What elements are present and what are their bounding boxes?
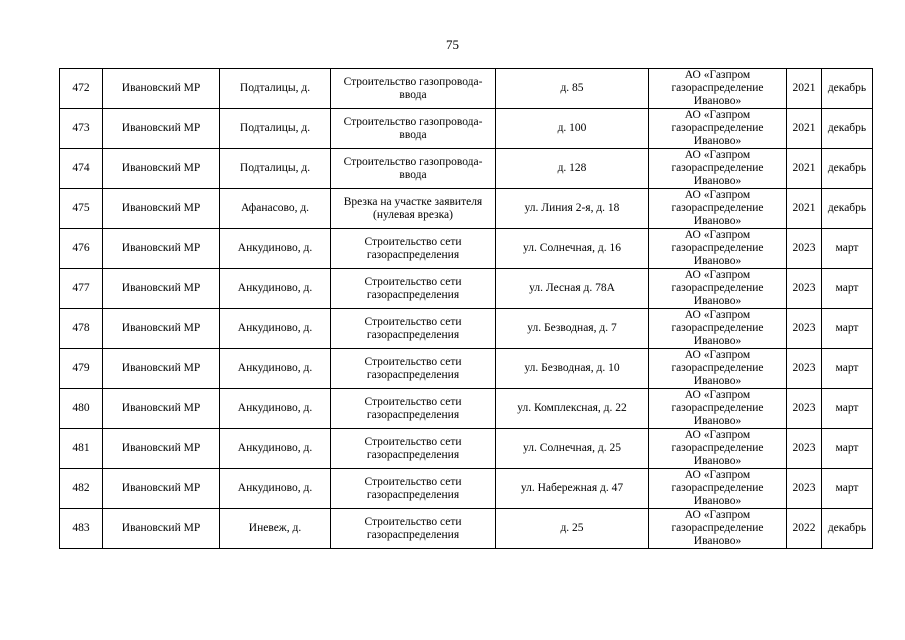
row-number: 479: [60, 349, 103, 389]
row-number: 481: [60, 429, 103, 469]
organization: АО «Газпром газораспределение Иваново»: [649, 69, 787, 109]
table-row: [60, 269, 873, 309]
table-row: [60, 69, 873, 109]
address: ул. Комплексная, д. 22: [496, 389, 649, 429]
page-number: 75: [446, 37, 459, 52]
year: 2023: [787, 269, 822, 309]
month: март: [822, 309, 873, 349]
district: Ивановский МР: [103, 189, 220, 229]
work-type: Врезка на участке заявителя (нулевая врезка): [331, 189, 496, 229]
table-row: [60, 109, 873, 149]
year: 2023: [787, 469, 822, 509]
year: 2023: [787, 429, 822, 469]
locality: Иневеж, д.: [220, 509, 331, 549]
organization: АО «Газпром газораспределение Иваново»: [649, 429, 787, 469]
locality: Анкудиново, д.: [220, 389, 331, 429]
row-number: 483: [60, 509, 103, 549]
locality: Анкудиново, д.: [220, 429, 331, 469]
year: 2023: [787, 389, 822, 429]
table-row: [60, 469, 873, 509]
locality: Анкудиново, д.: [220, 349, 331, 389]
work-type: Строительство сети газораспределения: [331, 309, 496, 349]
address: д. 85: [496, 69, 649, 109]
year: 2021: [787, 109, 822, 149]
organization: АО «Газпром газораспределение Иваново»: [649, 149, 787, 189]
table-row: [60, 509, 873, 549]
table-row: [60, 149, 873, 189]
month: декабрь: [822, 69, 873, 109]
organization: АО «Газпром газораспределение Иваново»: [649, 469, 787, 509]
table-body: [60, 69, 873, 549]
work-type: Строительство сети газораспределения: [331, 429, 496, 469]
work-type: Строительство сети газораспределения: [331, 389, 496, 429]
locality: Афанасово, д.: [220, 189, 331, 229]
work-type: Строительство сети газораспределения: [331, 229, 496, 269]
row-number: 476: [60, 229, 103, 269]
month: декабрь: [822, 109, 873, 149]
organization: АО «Газпром газораспределение Иваново»: [649, 269, 787, 309]
address: ул. Лесная д. 78А: [496, 269, 649, 309]
row-number: 474: [60, 149, 103, 189]
row-number: 478: [60, 309, 103, 349]
table-row: [60, 189, 873, 229]
district: Ивановский МР: [103, 429, 220, 469]
gasification-table: [59, 68, 873, 549]
district: Ивановский МР: [103, 69, 220, 109]
organization: АО «Газпром газораспределение Иваново»: [649, 189, 787, 229]
locality: Анкудиново, д.: [220, 309, 331, 349]
work-type: Строительство газопровода- ввода: [331, 109, 496, 149]
district: Ивановский МР: [103, 149, 220, 189]
work-type: Строительство газопровода- ввода: [331, 69, 496, 109]
row-number: 472: [60, 69, 103, 109]
address: ул. Солнечная, д. 16: [496, 229, 649, 269]
month: декабрь: [822, 149, 873, 189]
locality: Подталицы, д.: [220, 109, 331, 149]
row-number: 477: [60, 269, 103, 309]
address: ул. Линия 2-я, д. 18: [496, 189, 649, 229]
row-number: 475: [60, 189, 103, 229]
row-number: 482: [60, 469, 103, 509]
district: Ивановский МР: [103, 229, 220, 269]
district: Ивановский МР: [103, 109, 220, 149]
year: 2022: [787, 509, 822, 549]
year: 2021: [787, 189, 822, 229]
work-type: Строительство газопровода- ввода: [331, 149, 496, 189]
district: Ивановский МР: [103, 509, 220, 549]
table-row: [60, 229, 873, 269]
work-type: Строительство сети газораспределения: [331, 269, 496, 309]
address: ул. Солнечная, д. 25: [496, 429, 649, 469]
month: декабрь: [822, 509, 873, 549]
month: март: [822, 349, 873, 389]
month: март: [822, 429, 873, 469]
organization: АО «Газпром газораспределение Иваново»: [649, 229, 787, 269]
work-type: Строительство сети газораспределения: [331, 469, 496, 509]
address: ул. Безводная, д. 10: [496, 349, 649, 389]
table-row: [60, 349, 873, 389]
table-row: [60, 389, 873, 429]
district: Ивановский МР: [103, 389, 220, 429]
month: декабрь: [822, 189, 873, 229]
address: д. 25: [496, 509, 649, 549]
year: 2023: [787, 229, 822, 269]
address: ул. Набережная д. 47: [496, 469, 649, 509]
organization: АО «Газпром газораспределение Иваново»: [649, 309, 787, 349]
table-row: [60, 429, 873, 469]
district: Ивановский МР: [103, 269, 220, 309]
locality: Подталицы, д.: [220, 149, 331, 189]
year: 2021: [787, 69, 822, 109]
month: март: [822, 469, 873, 509]
year: 2023: [787, 349, 822, 389]
locality: Анкудиново, д.: [220, 269, 331, 309]
row-number: 480: [60, 389, 103, 429]
district: Ивановский МР: [103, 349, 220, 389]
year: 2021: [787, 149, 822, 189]
work-type: Строительство сети газораспределения: [331, 349, 496, 389]
organization: АО «Газпром газораспределение Иваново»: [649, 349, 787, 389]
address: ул. Безводная, д. 7: [496, 309, 649, 349]
district: Ивановский МР: [103, 309, 220, 349]
month: март: [822, 229, 873, 269]
address: д. 100: [496, 109, 649, 149]
locality: Анкудиново, д.: [220, 469, 331, 509]
work-type: Строительство сети газораспределения: [331, 509, 496, 549]
organization: АО «Газпром газораспределение Иваново»: [649, 389, 787, 429]
locality: Подталицы, д.: [220, 69, 331, 109]
year: 2023: [787, 309, 822, 349]
district: Ивановский МР: [103, 469, 220, 509]
month: март: [822, 269, 873, 309]
locality: Анкудиново, д.: [220, 229, 331, 269]
table-row: [60, 309, 873, 349]
month: март: [822, 389, 873, 429]
organization: АО «Газпром газораспределение Иваново»: [649, 109, 787, 149]
address: д. 128: [496, 149, 649, 189]
row-number: 473: [60, 109, 103, 149]
organization: АО «Газпром газораспределение Иваново»: [649, 509, 787, 549]
